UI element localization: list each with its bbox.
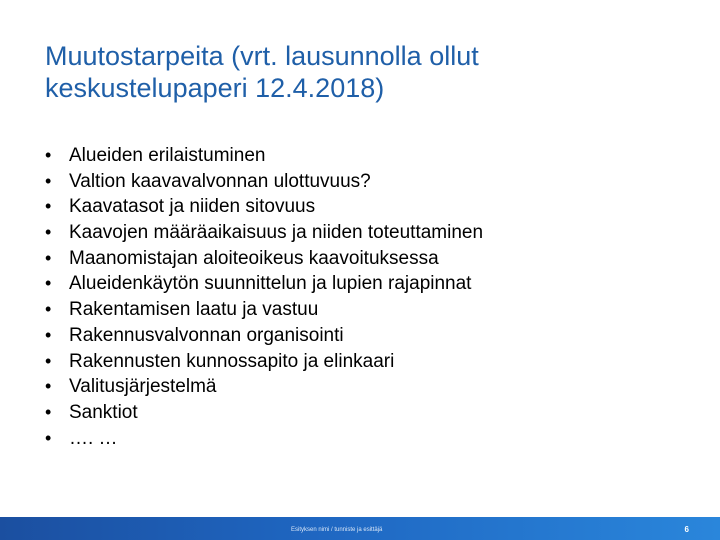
footer-bar: [0, 517, 720, 540]
bullet-icon: •: [45, 196, 52, 217]
bullet-icon: •: [45, 427, 52, 448]
bullet-text: Alueidenkäytön suunnittelun ja lupien rajapinnat: [69, 273, 472, 295]
bullet-icon: •: [45, 401, 52, 422]
bullet-text: Sanktiot: [69, 401, 138, 423]
bullet-icon: •: [45, 247, 52, 268]
bullet-text: Maanomistajan aloiteoikeus kaavoituksessa: [69, 247, 439, 269]
bullet-icon: •: [45, 170, 52, 191]
slide-title-line-2: keskustelupaperi 12.4.2018): [45, 73, 385, 103]
bullet-text: Kaavatasot ja niiden sitovuus: [69, 196, 316, 218]
bullet-icon: •: [45, 273, 52, 294]
bullet-text: Valitusjärjestelmä: [69, 376, 217, 398]
bullet-text: …. …: [69, 427, 118, 449]
bullet-icon: •: [45, 222, 52, 243]
bullet-text: Rakentamisen laatu ja vastuu: [69, 299, 319, 321]
bullet-text: Rakennusten kunnossapito ja elinkaari: [69, 350, 395, 372]
slide-title: [45, 40, 685, 104]
slide-title-line-1: Muutostarpeita (vrt. lausunnolla ollut: [45, 41, 479, 71]
bullet-icon: •: [45, 376, 52, 397]
page-number: 6: [684, 525, 689, 534]
bullet-icon: •: [45, 324, 52, 345]
bullet-icon: •: [45, 350, 52, 371]
bullet-text: Kaavojen määräaikaisuus ja niiden toteuttaminen: [69, 222, 484, 244]
bullet-icon: •: [45, 299, 52, 320]
bullet-text: Alueiden erilaistuminen: [69, 145, 266, 166]
bullet-icon: •: [45, 145, 52, 165]
bullet-text: Rakennusvalvonnan organisointi: [69, 324, 344, 346]
bullet-text: Valtion kaavavalvonnan ulottuvuus?: [69, 170, 371, 192]
footer-text: Esityksen nimi / tunniste ja esittäjä: [291, 527, 383, 533]
